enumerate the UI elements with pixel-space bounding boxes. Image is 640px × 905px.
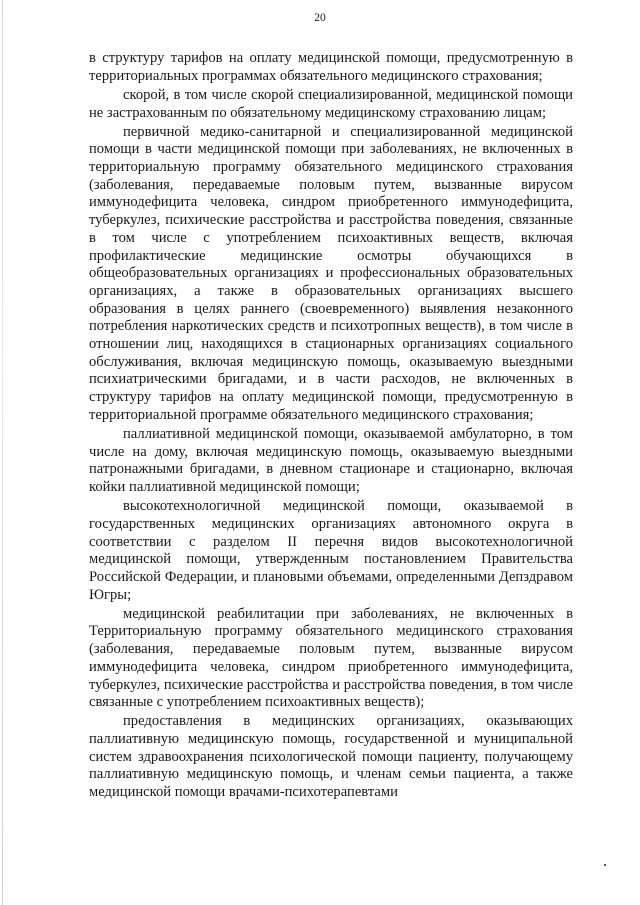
scan-edge-line — [2, 0, 3, 905]
paragraph-3: первичной медико-санитарной и специализированной медицинской помощи в части медицинской помощи при заболеваниях, не включенных в территориальную программу обязательного медицинского страхования (заболевания, передаваемые половым путем, вызванные вирусом иммунодефицита человека, синдром приобретенного иммунодефицита, туберкулез, психические расстройства и расстройства поведения, связанные в том числе с употреблением психоактивных веществ, включая профилактические медицинские осмотры обучающихся в общеобразовательных организациях и профессиональных образовательных организациях, а также в образовательных организациях высшего образования в целях раннего (своевременного) выявления незаконного потребления наркотических средств и психотропных веществ), в том числе в отношении лиц, находящихся в стационарных организациях социального обслуживания, включая медицинскую помощь, оказываемую выездными психиатрическими бригадами, и в части расходов, не включенных в структуру тарифов на оплату медицинской помощи, предусмотренную в территориальной программе обязательного медицинского страхования; — [89, 123, 573, 423]
paragraph-2: скорой, в том числе скорой специализированной, медицинской помощи не застрахованным по обязательному медицинскому страхованию лицам; — [89, 86, 573, 121]
page-number: 20 — [314, 12, 326, 24]
paragraph-4: паллиативной медицинской помощи, оказываемой амбулаторно, в том числе на дому, включая медицинскую помощь, оказываемую выездными патронажными бригадами, в дневном стационаре и стационарно, включая койки паллиативной медицинской помощи; — [89, 425, 573, 496]
document-body — [89, 50, 573, 803]
paragraph-5: высокотехнологичной медицинской помощи, оказываемой в государственных медицинских организациях автономного округа в соответствии с разделом II перечня видов высокотехнологичной медицинской помощи, утвержденным постановлением Правительства Российской Федерации, и плановыми объемами, определенными Депздравом Югры; — [89, 498, 573, 603]
paragraph-6: медицинской реабилитации при заболеваниях, не включенных в Территориальную программу обязательного медицинского страхования (заболевания, передаваемые половым путем, вызванные вирусом иммунодефицита человека, синдром приобретенного иммунодефицита, туберкулез, психические расстройства и расстройства поведения, в том числе связанные с употреблением психоактивных веществ); — [89, 605, 573, 711]
paragraph-1: в структуру тарифов на оплату медицинской помощи, предусмотренную в территориальных программах обязательного медицинского страхования; — [89, 50, 573, 84]
scan-speck — [604, 864, 606, 866]
paragraph-7: предоставления в медицинских организациях, оказывающих паллиативную медицинскую помощь, государственной и муниципальной систем здравоохранения психологической помощи пациенту, получающему паллиативную медицинскую помощь, и членам семьи пациента, а также медицинской помощи врачами-психотерапевтами — [89, 713, 573, 801]
